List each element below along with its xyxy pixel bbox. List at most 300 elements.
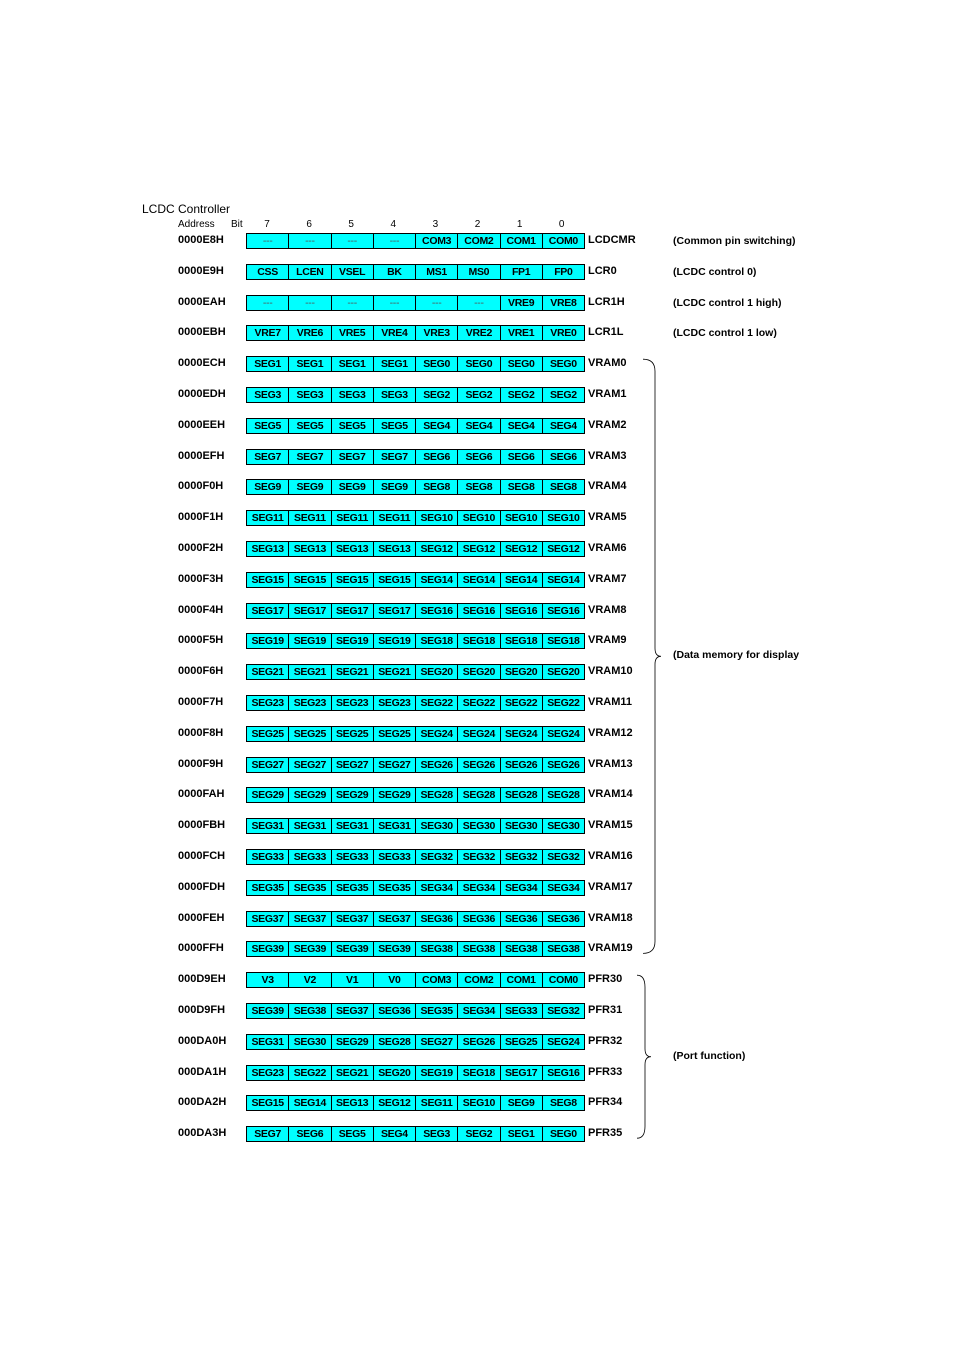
bit-cell: SEG24 [458,727,500,741]
bit-cell: SEG35 [374,881,416,895]
register-address: 000D9EH [178,973,226,986]
bit-cell: SEG16 [458,604,500,618]
register-address: 0000FDH [178,880,226,893]
register-address: 0000FCH [178,850,226,862]
bit-cell: V1 [332,973,374,987]
bit-cell: SEG13 [374,542,416,556]
register-name: VRAM3 [588,449,627,462]
bit-cell: V3 [247,973,289,987]
bit-cell: SEG3 [374,388,416,402]
bit-cell: SEG4 [501,419,543,433]
register-name: LCR1H [588,295,625,308]
bit-cell: SEG4 [416,419,458,433]
register-address: 0000EBH [178,326,226,339]
bit-cell: SEG30 [416,819,458,833]
bit-cell: SEG13 [289,542,331,556]
bit-cell: SEG29 [289,788,331,802]
bit-cell: V2 [289,973,331,987]
register-name: VRAM17 [588,880,633,893]
bit-column-label: Bit [231,219,243,230]
register-address: 000DA3H [178,1127,227,1140]
bit-cell: SEG24 [416,727,458,741]
bit-cell: SEG8 [458,480,500,494]
bit-cell: SEG18 [547,635,580,648]
bit-cell: SEG24 [547,727,580,740]
bit-cell: SEG22 [501,696,543,710]
register-address: 0000F1H [178,511,224,524]
bit-cell: COM2 [458,973,500,987]
register-address: 0000EAH [178,295,226,308]
bit-cell: SEG1 [374,357,416,371]
register-name: VRAM13 [588,757,633,770]
bit-cell: COM1 [501,973,543,987]
register-name: VRAM10 [588,665,633,678]
bit-cell: SEG3 [247,388,289,402]
bit-cell: SEG21 [374,665,416,679]
register-address: 0000EEH [178,418,226,431]
register-address: 0000FBH [178,819,226,832]
bit-cell: SEG30 [547,820,580,833]
bit-cell: SEG29 [332,1035,374,1049]
bit-cell: SEG39 [332,942,374,956]
register-address: 0000F8H [178,726,224,739]
bit-cell: SEG15 [374,573,416,587]
register-address: 0000ECH [178,357,226,370]
bit-cell: SEG32 [501,850,543,864]
bit-cell: COM0 [548,974,578,987]
bit-cell: SEG21 [289,665,331,679]
register-address: 000DA0H [178,1034,227,1047]
bit-cell: SEG14 [501,573,543,587]
bit-cell: SEG30 [501,819,543,833]
bit-cell: SEG19 [247,634,289,648]
bit-cell: --- [332,234,374,248]
bit-cell: SEG12 [547,543,580,555]
bit-cell: SEG32 [416,850,458,864]
bit-cell: SEG16 [547,604,580,617]
register-address: 000DA2H [178,1096,227,1109]
bit-cell: SEG33 [332,850,374,864]
bit-cell: SEG21 [332,665,374,679]
bit-cell: VRE2 [458,326,500,340]
bit-number-5: 5 [348,219,354,230]
bit-cell: SEG12 [416,542,458,556]
register-address: 0000F6H [178,665,224,678]
bit-cell: SEG2 [416,388,458,402]
bit-cell: SEG27 [416,1035,458,1049]
bit-cell: SEG29 [332,788,374,802]
bit-cell: SEG2 [549,389,577,401]
bit-cell: SEG9 [289,480,331,494]
group-brace [643,359,661,953]
bit-cell: SEG23 [289,696,331,710]
bit-cell: SEG37 [247,912,289,926]
bit-cell: COM1 [501,234,543,248]
register-name: PFR30 [588,973,623,986]
bit-cell: SEG25 [247,727,289,741]
register-address: 0000F5H [178,634,224,647]
bit-cell: SEG13 [332,1096,374,1110]
bit-cell: BK [374,265,416,279]
register-name: VRAM15 [588,819,633,832]
bit-cell: SEG14 [416,573,458,587]
register-address: 0000F7H [178,696,224,708]
bit-number-3: 3 [432,219,439,230]
register-name: VRAM8 [588,603,627,616]
bit-cell: FP1 [501,265,543,279]
bit-number-0: 0 [558,219,565,230]
bit-cell: SEG25 [332,727,374,741]
bit-cell: SEG1 [332,357,374,371]
bit-cell: SEG4 [374,1127,416,1141]
bit-cell: SEG11 [247,511,289,525]
bit-cell: SEG26 [458,758,500,772]
bit-cell: SEG37 [289,912,331,926]
bit-cell: SEG0 [501,357,543,371]
register-name: LCR1L [588,326,624,339]
bit-cell: SEG19 [374,634,416,648]
bit-cell: SEG10 [547,512,580,525]
bit-cell: SEG29 [247,788,289,802]
bit-cell: SEG20 [416,665,458,679]
bit-cell: VRE7 [247,326,289,340]
bit-cell: SEG15 [332,573,374,587]
bit-cell: SEG23 [247,696,289,710]
bit-cell: --- [247,234,289,248]
bit-cell: SEG7 [247,1127,289,1141]
bit-cell: --- [458,296,500,310]
bit-cell: SEG31 [289,819,331,833]
bit-cell: V0 [374,973,416,987]
register-name: VRAM1 [588,388,627,400]
bit-cell: SEG12 [374,1096,416,1110]
bit-cell: SEG34 [416,881,458,895]
bit-cell: SEG9 [501,1096,543,1110]
bit-cell: SEG4 [458,419,500,433]
bit-cell: MS0 [458,265,500,279]
register-name: LCR0 [588,264,617,277]
bit-cell: SEG5 [374,419,416,433]
bit-cell: SEG20 [458,665,500,679]
register-address: 0000E9H [178,264,224,277]
register-address: 0000F3H [178,572,224,585]
bit-cell: SEG26 [458,1035,500,1049]
bit-cell: SEG15 [247,1096,289,1110]
bit-cell: SEG38 [547,943,580,956]
bit-cell: SEG13 [247,542,289,556]
register-address: 0000F2H [178,542,224,554]
bit-cell: FP0 [554,265,573,278]
bit-cell: SEG22 [547,697,580,709]
register-name: VRAM18 [588,911,633,924]
bit-cell: SEG32 [458,850,500,864]
register-address: 000DA1H [178,1065,227,1078]
bit-cell: SEG9 [374,480,416,494]
bit-cell: SEG6 [458,450,500,464]
bit-cell: SEG11 [374,511,416,525]
bit-cell: SEG31 [247,1035,289,1049]
bit-cell: SEG28 [374,1035,416,1049]
group-description: (Port function) [673,1049,746,1062]
bit-cell: SEG4 [549,419,577,432]
bit-cell: SEG18 [416,634,458,648]
bit-cell: SEG6 [549,450,577,463]
bit-number-1: 1 [516,219,523,230]
bit-cell: SEG19 [416,1066,458,1080]
register-name: VRAM2 [588,418,627,431]
bit-cell: SEG12 [458,542,500,556]
bit-cell: SEG27 [247,758,289,772]
bit-cell: SEG17 [247,604,289,618]
bit-cell: SEG14 [458,573,500,587]
bit-cell: SEG14 [547,573,580,586]
bit-cell: SEG6 [501,450,543,464]
bit-cell: SEG38 [458,942,500,956]
bit-cell: SEG28 [547,789,580,802]
register-address: 0000FFH [178,942,224,955]
register-address: 0000F9H [178,757,224,770]
register-description: (LCDC control 0) [673,265,757,278]
bit-cell: SEG2 [458,1127,500,1141]
bit-cell: SEG12 [501,542,543,556]
bit-cell: SEG32 [547,851,580,863]
bit-cell: SEG35 [332,881,374,895]
bit-cell: SEG6 [416,450,458,464]
register-address: 0000FAH [178,788,225,801]
register-description: (LCDC control 1 low) [673,327,777,340]
bit-cell: SEG34 [458,1004,500,1018]
bit-cell: SEG5 [332,1127,374,1141]
bit-cell: SEG37 [332,912,374,926]
bit-cell: SEG3 [416,1127,458,1141]
bit-cell: SEG24 [501,727,543,741]
bit-cell: SEG21 [332,1066,374,1080]
bit-cell: SEG2 [501,388,543,402]
bit-cell: SEG35 [416,1004,458,1018]
register-name: PFR33 [588,1065,623,1078]
bit-cell: MS1 [416,265,458,279]
bit-cell: SEG10 [416,511,458,525]
bit-cell: SEG3 [289,388,331,402]
register-address: 0000FEH [178,911,225,924]
bit-cell: SEG8 [549,1097,577,1110]
bit-cell: SEG7 [332,450,374,464]
bit-cell: SEG6 [289,1127,331,1141]
register-name: VRAM12 [588,726,633,739]
bit-cell: VSEL [332,265,374,279]
bit-cell: SEG28 [501,788,543,802]
bit-cell: COM3 [416,234,458,248]
bit-cell: SEG24 [547,1035,580,1048]
group-brace [637,975,651,1138]
bit-cell: LCEN [289,265,331,279]
bit-cell: --- [332,296,374,310]
bit-cell: VRE8 [550,296,577,309]
register-name: PFR35 [588,1127,623,1140]
bit-cell: SEG37 [332,1004,374,1018]
bit-cell: SEG25 [501,1035,543,1049]
bit-cell: SEG32 [547,1005,580,1017]
bit-cell: SEG34 [547,881,580,894]
bit-cell: --- [416,296,458,310]
bit-cell: CSS [247,265,289,279]
bit-cell: SEG36 [501,912,543,926]
register-name: PFR32 [588,1034,623,1047]
bit-cell: SEG36 [416,912,458,926]
bit-cell: SEG38 [501,942,543,956]
bit-cell: SEG30 [289,1035,331,1049]
bit-cell: SEG26 [501,758,543,772]
bit-cell: SEG0 [549,1128,577,1141]
register-name: VRAM14 [588,788,633,801]
bit-cell: SEG28 [416,788,458,802]
register-address: 000D9FH [178,1004,226,1016]
bit-cell: VRE0 [550,327,577,340]
bit-cell: SEG36 [458,912,500,926]
bit-cell: SEG7 [374,450,416,464]
bit-cell: SEG7 [247,450,289,464]
bit-cell: SEG20 [547,666,580,679]
bit-cell: SEG1 [247,357,289,371]
bit-cell: SEG39 [247,1004,289,1018]
bit-cell: SEG10 [501,511,543,525]
register-address: 0000EDH [178,388,226,400]
bit-cell: --- [289,234,331,248]
bit-cell: SEG23 [247,1066,289,1080]
bit-cell: SEG34 [501,881,543,895]
bit-cell: SEG39 [374,942,416,956]
bit-cell: SEG17 [332,604,374,618]
register-name: VRAM5 [588,511,627,524]
bit-number-4: 4 [390,219,397,230]
bit-cell: SEG8 [416,480,458,494]
bit-cell: SEG17 [289,604,331,618]
bit-cell: SEG23 [374,696,416,710]
bit-cell: SEG33 [289,850,331,864]
bit-cell: VRE5 [332,326,374,340]
register-address: 0000F4H [178,603,224,616]
bit-cell: VRE1 [501,326,543,340]
bit-cell: SEG5 [289,419,331,433]
bit-cell: SEG16 [501,604,543,618]
bit-cell: SEG38 [289,1004,331,1018]
bit-cell: SEG17 [501,1066,543,1080]
bit-cell: SEG26 [416,758,458,772]
address-column-label: Address [178,219,215,230]
bit-cell: SEG5 [332,419,374,433]
bit-cell: SEG11 [416,1096,458,1110]
register-name: LCDCMR [588,234,636,246]
bit-cell: SEG27 [289,758,331,772]
group-description: (Data memory for display [673,649,800,662]
bit-cell: SEG22 [289,1066,331,1080]
bit-number-6: 6 [306,219,312,230]
register-name: PFR34 [588,1096,623,1109]
register-address: 0000EFH [178,449,225,462]
bit-cell: SEG28 [458,788,500,802]
bit-cell: SEG18 [501,634,543,648]
register-name: VRAM0 [588,357,627,370]
bit-cell: --- [289,296,331,310]
bit-cell: SEG9 [247,480,289,494]
bit-cell: SEG11 [332,511,374,525]
bit-cell: SEG11 [289,511,331,525]
bit-cell: SEG10 [458,1096,500,1110]
bit-cell: SEG22 [416,696,458,710]
bit-cell: SEG3 [332,388,374,402]
bit-cell: SEG0 [458,357,500,371]
bit-cell: SEG8 [549,481,577,494]
section-title: LCDC Controller [142,202,231,216]
register-description: (LCDC control 1 high) [673,296,782,309]
bit-cell: SEG9 [332,480,374,494]
bit-cell: SEG13 [332,542,374,556]
register-address: 0000F0H [178,480,224,493]
bit-cell: SEG27 [332,758,374,772]
bit-cell: SEG1 [289,357,331,371]
bit-number-7: 7 [264,219,270,230]
bit-cell: SEG1 [501,1127,543,1141]
bit-cell: SEG20 [374,1066,416,1080]
register-name: VRAM9 [588,634,627,647]
bit-cell: SEG30 [458,819,500,833]
register-name: VRAM16 [588,850,633,862]
bit-cell: SEG15 [289,573,331,587]
bit-cell: SEG35 [289,881,331,895]
bit-cell: SEG18 [458,1066,500,1080]
bit-cell: --- [374,234,416,248]
bit-cell: COM0 [548,235,578,247]
register-name: VRAM19 [588,942,633,955]
bit-cell: SEG21 [247,665,289,679]
register-name: VRAM7 [588,572,627,585]
bit-cell: SEG16 [416,604,458,618]
bit-cell: SEG15 [247,573,289,587]
bit-cell: COM2 [458,234,500,248]
bit-cell: SEG25 [374,727,416,741]
bit-cell: SEG26 [547,758,580,771]
bit-number-2: 2 [474,219,481,230]
register-name: VRAM6 [588,542,627,554]
bit-cell: SEG23 [332,696,374,710]
bit-cell: SEG7 [289,450,331,464]
bit-cell: --- [374,296,416,310]
bit-cell: SEG22 [458,696,500,710]
bit-cell: SEG20 [501,665,543,679]
bit-cell: SEG38 [416,942,458,956]
bit-cell: SEG16 [547,1066,580,1079]
register-address: 0000E8H [178,234,224,246]
bit-cell: SEG27 [374,758,416,772]
bit-cell: SEG31 [332,819,374,833]
bit-cell: VRE4 [374,326,416,340]
register-name: VRAM4 [588,480,627,493]
register-name: PFR31 [588,1004,623,1016]
bit-cell: SEG37 [374,912,416,926]
bit-cell: SEG14 [289,1096,331,1110]
bit-cell: SEG5 [247,419,289,433]
bit-cell: SEG25 [289,727,331,741]
bit-cell: SEG33 [247,850,289,864]
bit-cell: SEG39 [247,942,289,956]
bit-cell: SEG19 [332,634,374,648]
bit-cell: SEG10 [458,511,500,525]
bit-cell: SEG31 [247,819,289,833]
register-name: VRAM11 [588,696,633,708]
bit-cell: VRE3 [416,326,458,340]
register-description: (Common pin switching) [673,235,796,247]
bit-cell: COM3 [416,973,458,987]
